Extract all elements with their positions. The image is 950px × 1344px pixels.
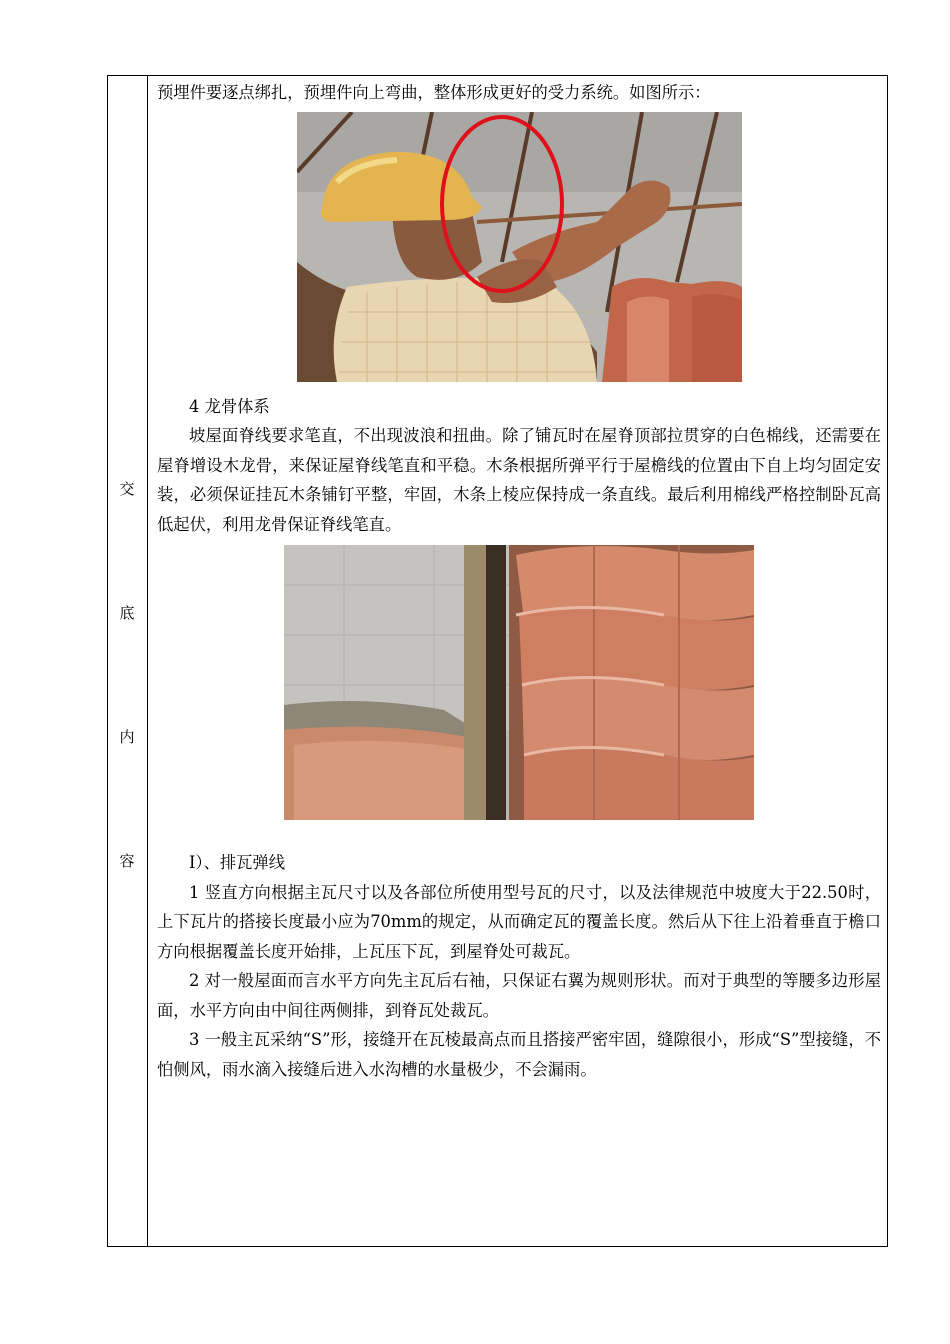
heading-keel-system: 4 龙骨体系 bbox=[189, 396, 270, 416]
photo-ridge-tiles bbox=[284, 545, 754, 820]
tile-layout-item-2: 2 对一般屋面而言水平方向先主瓦后右袖，只保证右翼为规则形状。而对于典型的等腰多边形屋面，水平方向由中间往两侧排，到脊瓦处裁瓦。 bbox=[157, 971, 881, 1020]
side-label-char-2: 底 bbox=[119, 604, 135, 622]
keel-paragraph: 坡屋面脊线要求笔直，不出现波浪和扭曲。除了铺瓦时在屋脊顶部拉贯穿的白色棉线，还需要在屋脊增设木龙骨，来保证屋脊线笔直和平稳。木条根据所弹平行于屋檐线的位置由下自上均匀固定安装，必须保证挂瓦木条铺钉平整，牢固，木条上棱应保持成一条直线。最后利用棉线严格控制卧瓦高低起伏，利用龙骨保证脊线笔直。 bbox=[157, 426, 881, 534]
tile-layout-item-1: 1 竖直方向根据主瓦尺寸以及各部位所使用型号瓦的尺寸，以及法律规范中坡度大于22.50时，上下瓦片的搭接长度最小应为70mm的规定，从而确定瓦的覆盖长度。然后从下往上沿着垂直于檐口方向根据覆盖长度开始排，上瓦压下瓦，到屋脊处可裁瓦。 bbox=[157, 882, 881, 961]
content-area bbox=[157, 78, 881, 1084]
side-label-char-1: 交 bbox=[119, 480, 135, 498]
photo-worker-rebar bbox=[297, 112, 742, 382]
side-label-char-3: 内 bbox=[119, 728, 135, 746]
tile-layout-item-3: 3 一般主瓦采纳“S”形，接缝开在瓦棱最高点而且搭接严密牢固，缝隙很小，形成“S”型接缝，不怕侧风，雨水滴入接缝后进入水沟槽的水量极少，不会漏雨。 bbox=[157, 1030, 881, 1079]
column-divider bbox=[147, 75, 148, 1247]
intro-paragraph: 预埋件要逐点绑扎，预埋件向上弯曲，整体形成更好的受力系统。如图所示： bbox=[157, 83, 711, 102]
heading-tile-layout: Ⅰ）、排瓦弹线 bbox=[189, 853, 285, 872]
side-label-char-4: 容 bbox=[119, 852, 135, 870]
